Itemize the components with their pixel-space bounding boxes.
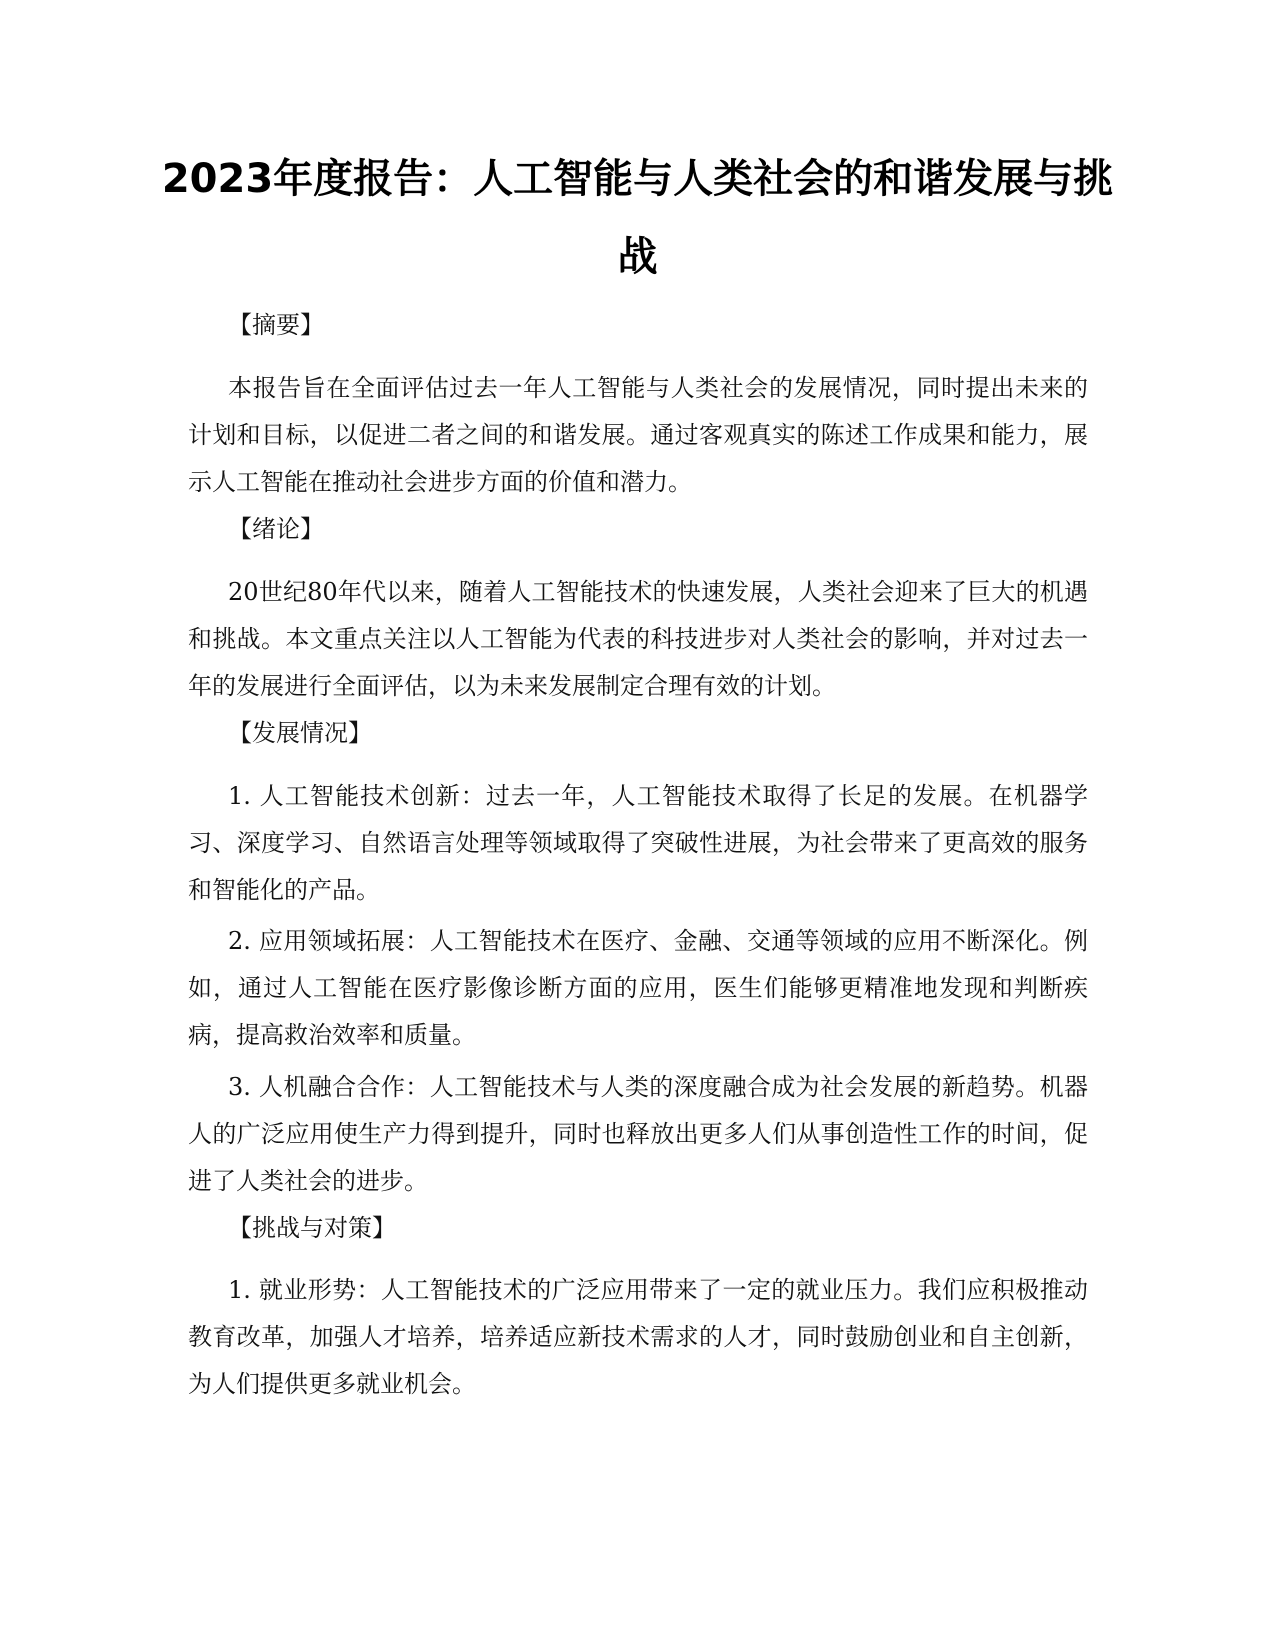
development-item-3: 3. 人机融合合作：人工智能技术与人类的深度融合成为社会发展的新趋势。机器人的广泛应用使生产力得到提升，同时也释放出更多人们从事创造性工作的时间，促进了人类社会的进步。 (188, 1073, 1088, 1195)
introduction-paragraph: 20世纪80年代以来，随着人工智能技术的快速发展，人类社会迎来了巨大的机遇和挑战。本文重点关注以人工智能为代表的科技进步对人类社会的影响，并对过去一年的发展进行全面评估，以为未来发展制定合理有效的计划。 (188, 578, 1088, 700)
development-item-1: 1. 人工智能技术创新：过去一年，人工智能技术取得了长足的发展。在机器学习、深度学习、自然语言处理等领域取得了突破性进展，为社会带来了更高效的服务和智能化的产品。 (188, 782, 1088, 904)
development-item-2: 2. 应用领域拓展：人工智能技术在医疗、金融、交通等领域的应用不断深化。例如，通过人工智能在医疗影像诊断方面的应用，医生们能够更精准地发现和判断疾病，提高救治效率和质量。 (188, 927, 1088, 1049)
document-title: 2023年度报告：人工智能与人类社会的和谐发展与挑战 (161, 156, 1114, 280)
abstract-paragraph: 本报告旨在全面评估过去一年人工智能与人类社会的发展情况，同时提出未来的计划和目标，以促进二者之间的和谐发展。通过客观真实的陈述工作成果和能力，展示人工智能在推动社会进步方面的价值和潜力。 (188, 374, 1088, 496)
abstract-heading: 【摘要】 (228, 311, 324, 339)
challenges-heading: 【挑战与对策】 (228, 1214, 396, 1242)
development-heading: 【发展情况】 (228, 719, 372, 747)
introduction-heading: 【绪论】 (228, 515, 324, 543)
challenges-item-1: 1. 就业形势：人工智能技术的广泛应用带来了一定的就业压力。我们应积极推动教育改革，加强人才培养，培养适应新技术需求的人才，同时鼓励创业和自主创新，为人们提供更多就业机会。 (188, 1276, 1088, 1398)
